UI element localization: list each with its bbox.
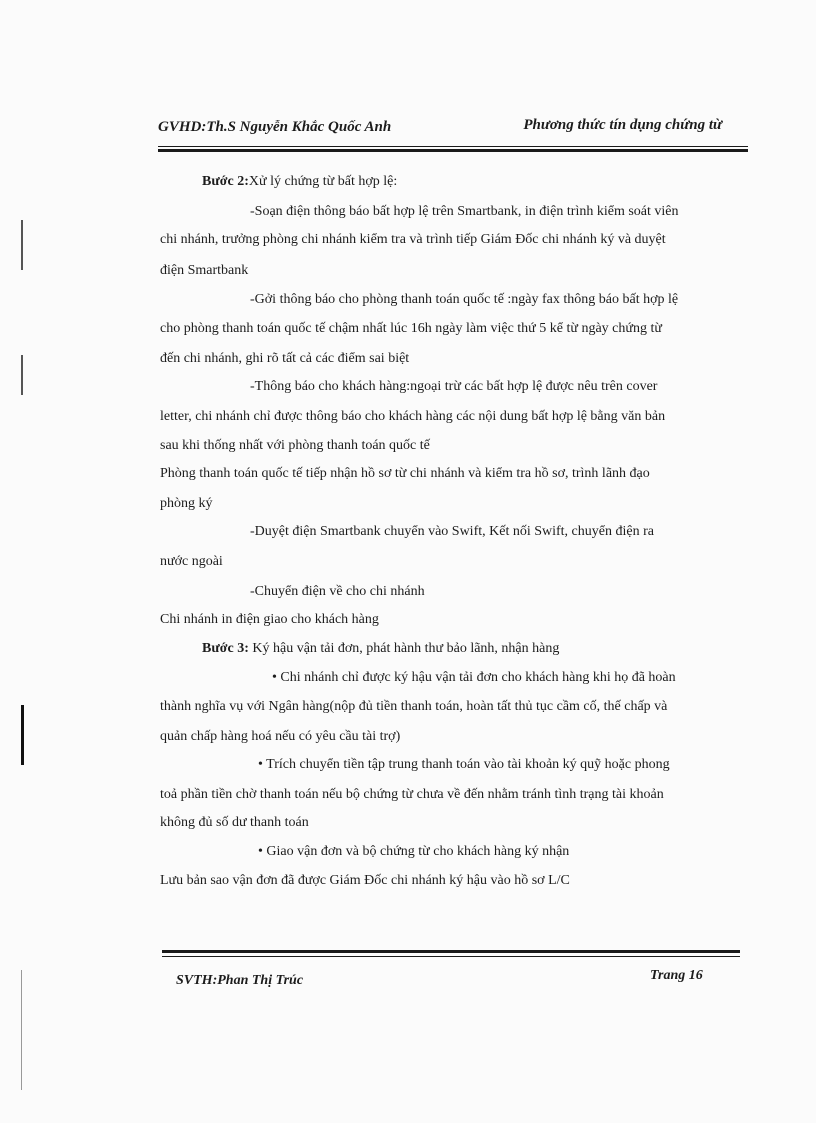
body-line: quản chấp hàng hoá nếu có yêu cầu tài trợ) <box>160 729 401 744</box>
bullet-line: • Giao vận đơn và bộ chứng từ cho khách hàng ký nhận <box>258 844 570 859</box>
step2-heading: Bước 2:Xử lý chứng từ bất hợp lệ: <box>202 174 398 189</box>
footer-rule-thick <box>162 950 740 953</box>
body-line: cho phòng thanh toán quốc tế chậm nhất lúc 16h ngày làm việc thứ 5 kể từ ngày chứng từ <box>160 321 662 336</box>
step3-heading: Bước 3: Ký hậu vận tải đơn, phát hành thư bảo lãnh, nhận hàng <box>202 641 560 656</box>
bullet-line: • Trích chuyển tiền tập trung thanh toán vào tài khoản ký quỹ hoặc phong <box>258 757 670 772</box>
body-line: không đủ số dư thanh toán <box>160 815 309 830</box>
body-line: -Soạn điện thông báo bất hợp lệ trên Smartbank, in điện trình kiểm soát viên <box>250 204 679 219</box>
header-topic: Phương thức tín dụng chứng từ <box>523 117 722 133</box>
body-line: Lưu bản sao vận đơn đã được Giám Đốc chi nhánh ký hậu vào hồ sơ L/C <box>160 873 570 888</box>
page-number: Trang 16 <box>650 968 703 983</box>
body-line: Phòng thanh toán quốc tế tiếp nhận hồ sơ từ chi nhánh và kiểm tra hồ sơ, trình lãnh đạo <box>160 466 650 481</box>
body-line: chi nhánh, trưởng phòng chi nhánh kiểm tra và trình tiếp Giám Đốc chi nhánh ký và duyệt <box>160 232 666 247</box>
scan-edge-mark <box>21 705 24 765</box>
body-line: letter, chi nhánh chỉ được thông báo cho khách hàng các nội dung bất hợp lệ bằng văn bản <box>160 409 666 424</box>
header-rule-thick <box>158 149 748 152</box>
header-rule-thin <box>158 146 748 147</box>
body-line: -Duyệt điện Smartbank chuyển vào Swift, Kết nối Swift, chuyển điện ra <box>250 524 654 539</box>
body-line: -Thông báo cho khách hàng:ngoại trừ các bất hợp lệ được nêu trên cover <box>250 379 658 394</box>
scan-edge-mark <box>21 355 23 395</box>
footer-student: SVTH:Phan Thị Trúc <box>176 973 304 988</box>
body-line: Chi nhánh in điện giao cho khách hàng <box>160 612 379 627</box>
scan-edge-mark <box>21 970 22 1090</box>
body-line: sau khi thống nhất với phòng thanh toán quốc tế <box>160 438 430 453</box>
body-line: toả phần tiền chờ thanh toán nếu bộ chứng từ chưa về đến nhằm tránh tình trạng tài khoản <box>160 787 664 802</box>
body-line: -Chuyển điện về cho chi nhánh <box>250 584 425 599</box>
header-instructor: GVHD:Th.S Nguyễn Khắc Quốc Anh <box>158 119 392 135</box>
body-line: thành nghĩa vụ với Ngân hàng(nộp đủ tiền thanh toán, hoàn tất thủ tục cầm cố, thế chấp và <box>160 699 668 714</box>
footer-rule-thin <box>162 956 740 957</box>
body-line: -Gởi thông báo cho phòng thanh toán quốc tế :ngày fax thông báo bất hợp lệ <box>250 292 679 307</box>
bullet-line: • Chi nhánh chỉ được ký hậu vận tải đơn cho khách hàng khi họ đã hoàn <box>272 670 676 685</box>
body-line: nước ngoài <box>160 554 223 569</box>
body-line: đến chi nhánh, ghi rõ tất cả các điểm sai biệt <box>160 351 410 366</box>
body-line: phòng ký <box>160 496 213 511</box>
body-line: điện Smartbank <box>160 263 249 278</box>
scan-edge-mark <box>21 220 23 270</box>
